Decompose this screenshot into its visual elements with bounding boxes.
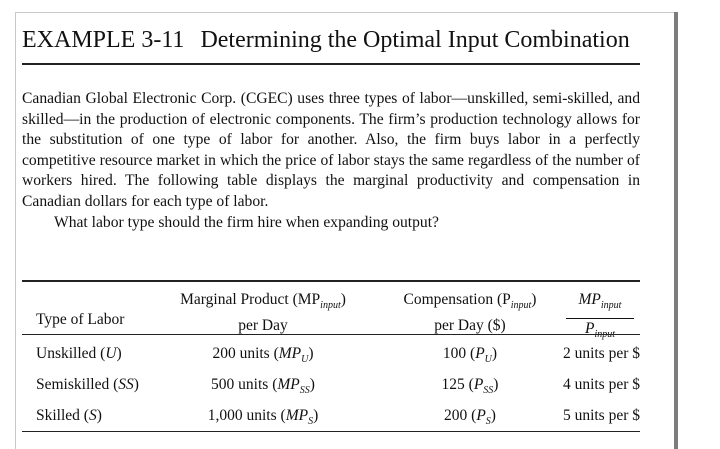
row-comp-symbol: P [473, 376, 484, 393]
table-header-rule [22, 334, 640, 335]
row-mp-sub: SS [299, 385, 310, 397]
row-comp-symbol: P [476, 407, 486, 424]
row-type-symbol: S [88, 407, 97, 424]
ratio-den-sub: input [594, 329, 616, 341]
header-comp-sub: input [510, 300, 532, 312]
row-type-symbol: SS [118, 376, 134, 393]
row-mp-sub: S [308, 416, 314, 428]
table-row-ratio: 5 units per $ [562, 407, 640, 424]
row-type-symbol: U [105, 345, 117, 362]
table-row-type: Unskilled (U) [36, 345, 122, 362]
row-comp-sub: S [485, 416, 491, 428]
row-mp-sub: U [301, 354, 309, 366]
table-row-comp: 100 $(P_U)$ [442, 345, 498, 366]
table-row-type: Skilled (S) [36, 407, 102, 424]
table-row-comp: 200 $(P_S)$ [444, 407, 496, 428]
row-comp-sub: SS [483, 385, 494, 397]
row-comp-value: 125 [441, 376, 465, 393]
header-type-of-labor: Type of Labor [36, 311, 125, 328]
row-comp-sub: U [484, 354, 492, 366]
header-marginal-product [158, 290, 368, 336]
row-mp-value: 500 units [211, 376, 269, 393]
row-comp-value: 200 [444, 407, 468, 424]
table-bottom-rule [22, 431, 640, 432]
table-row-mp: 1,000 units $(MP_S)$ [207, 407, 319, 428]
header-comp-line2: per Day ($) [434, 317, 506, 335]
row-mp-symbol: MP [285, 407, 309, 424]
row-type-label: Skilled [36, 407, 80, 424]
example-body [22, 89, 640, 233]
ratio-denominator [560, 319, 640, 345]
table-row-mp: 200 units $(MP_U)$ [212, 345, 314, 366]
row-mp-value: 200 units [212, 345, 270, 362]
header-comp-close: ) [531, 291, 537, 308]
ratio-num-sub: input [600, 300, 622, 312]
ratio-numerator [560, 290, 640, 318]
body-question: What labor type should the firm hire when expanding output? [54, 213, 439, 231]
table-row-comp: 125 $(P_{SS})$ [441, 376, 499, 397]
row-comp-symbol: P [475, 345, 485, 362]
header-mp-line2: per Day [238, 317, 288, 335]
header-mp-text: Marginal Product (MP [180, 291, 321, 308]
table-row-ratio: 2 units per $ [562, 345, 640, 362]
table-row-ratio: 4 units per $ [562, 376, 640, 393]
ratio-den-text: P [584, 320, 595, 338]
header-comp-text: Compensation (P [403, 291, 511, 308]
row-mp-symbol: MP [277, 376, 300, 393]
row-type-label: Unskilled [36, 345, 97, 362]
table-row-mp: 500 units $(MP_{SS})$ [211, 376, 315, 397]
header-mp-sub: input [320, 300, 341, 312]
row-type-label: Semiskilled [36, 376, 110, 393]
row-comp-value: 100 [442, 345, 467, 362]
row-mp-symbol: MP [278, 345, 302, 362]
table-row-type: Semiskilled (SS) [36, 376, 139, 393]
example-title: Determining the Optimal Input Combination [200, 27, 630, 53]
page-edge-shadow [674, 12, 678, 449]
example-label: EXAMPLE 3-11 [22, 27, 185, 53]
body-paragraph: Canadian Global Electronic Corp. (CGEC) uses three types of labor—unskilled, semi-skilled, and skilled—in the production of electronic components. The firm’s production technology allows for the substitution of one type of labor for another. Also, the firm buys labor in a perfectly competitive resource market in which the price of labor stays the same regardless of the number of workers hired. The following table displays the marginal productivity and compensation in Canadian dollars for each type of labor. [22, 90, 640, 210]
example-heading [22, 25, 640, 65]
header-mp-over-p-ratio [560, 290, 640, 345]
ratio-num-text: MP [578, 291, 601, 308]
row-mp-value: 1,000 units [207, 407, 277, 424]
header-mp-close: ) [340, 291, 346, 308]
header-compensation [380, 290, 560, 336]
table-top-rule [22, 280, 640, 282]
